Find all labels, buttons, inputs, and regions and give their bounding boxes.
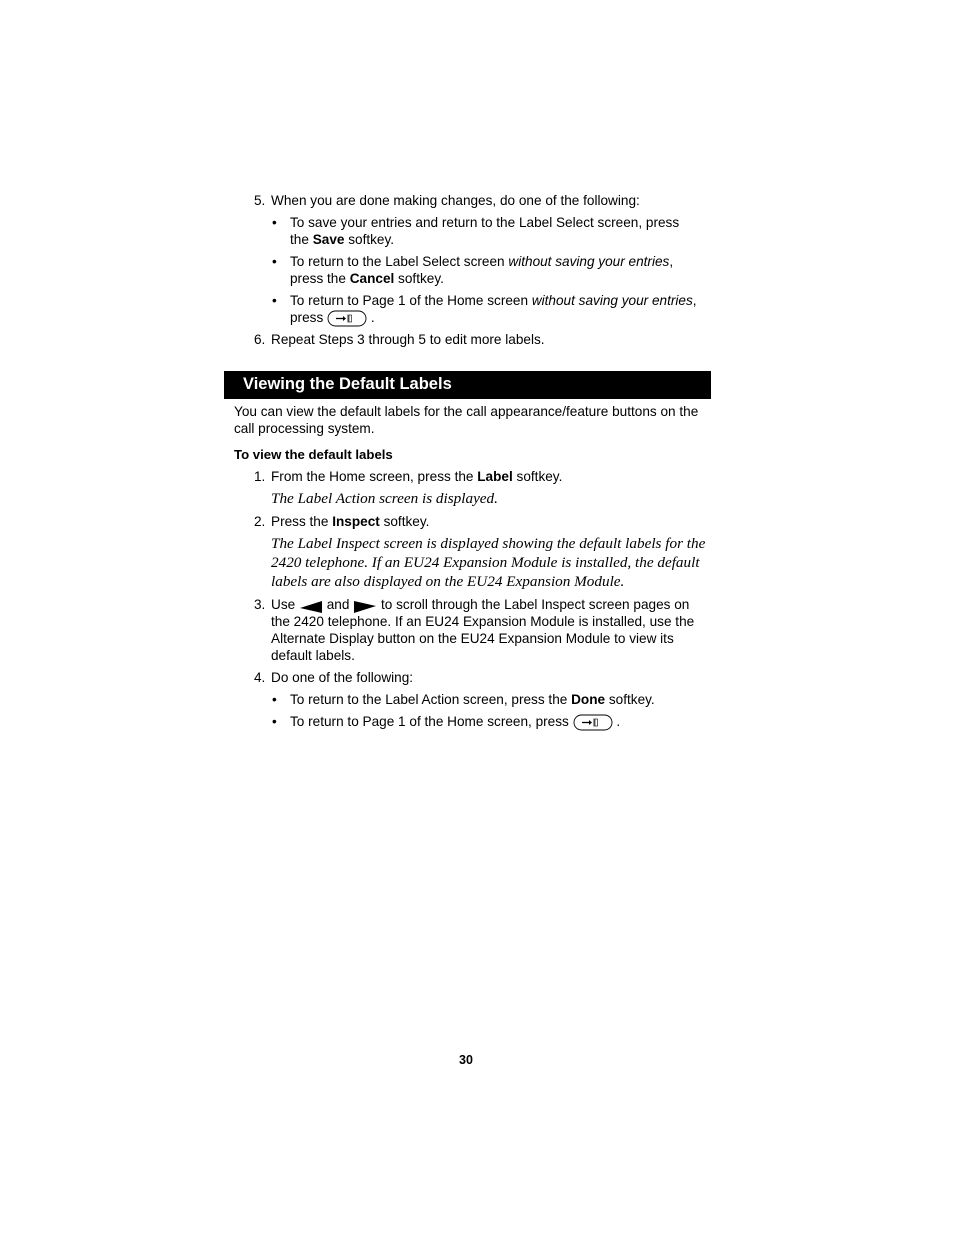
bullet-text: To return to the Label Action screen, press the Done softkey.: [290, 692, 655, 707]
step-number: 3.: [254, 597, 266, 612]
step-text: Repeat Steps 3 through 5 to edit more labels.: [271, 332, 545, 347]
softkey-name: Inspect: [332, 514, 380, 529]
left-arrow-icon: [299, 600, 323, 613]
bullet: •: [272, 692, 277, 707]
right-arrow-icon: [353, 600, 377, 613]
softkey-name: Save: [312, 232, 345, 247]
bullet: •: [272, 254, 277, 269]
bullet: •: [272, 215, 277, 230]
bullet-text: To return to the Label Select screen without saving your entries,: [290, 254, 674, 269]
bullet-text: the Save softkey.: [290, 232, 395, 247]
bullet: •: [272, 293, 277, 308]
step-result: The Label Inspect screen is displayed showing the default labels for the: [271, 535, 706, 552]
bullet-text: To save your entries and return to the Label Select screen, press: [290, 215, 680, 230]
bullet-text: press the Cancel softkey.: [290, 271, 444, 286]
step-number: 4.: [254, 670, 266, 685]
intro-text: call processing system.: [234, 421, 375, 436]
step-text: default labels.: [271, 648, 355, 663]
bullet-text: To return to Page 1 of the Home screen without saving your entries,: [290, 293, 697, 308]
section-title: Viewing the Default Labels: [243, 375, 452, 393]
step-number: 6.: [254, 332, 266, 347]
step-text: Do one of the following:: [271, 670, 414, 685]
step-number: 5.: [254, 193, 266, 208]
step-text: Press the Inspect softkey.: [271, 514, 430, 529]
page-number: 30: [459, 1053, 473, 1067]
bullet-text: To return to Page 1 of the Home screen, press .: [290, 714, 621, 729]
section-header-bar: [224, 371, 711, 399]
step-result: labels are also displayed on the EU24 Expansion Module.: [271, 573, 625, 590]
step-text: the 2420 telephone. If an EU24 Expansion Module is installed, use the: [271, 614, 695, 629]
step-number: 2.: [254, 514, 266, 529]
softkey-name: Cancel: [349, 271, 395, 286]
step-text: Use and to scroll through the Label Inspect screen pages on: [271, 597, 690, 612]
step-result: 2420 telephone. If an EU24 Expansion Module is installed, the default: [271, 554, 700, 571]
step-result: The Label Action screen is displayed.: [271, 490, 498, 507]
step-number: 1.: [254, 469, 266, 484]
step-text: Alternate Display button on the EU24 Expansion Module to view its: [271, 631, 674, 646]
home-key-icon: [573, 714, 613, 731]
step-text: When you are done making changes, do one of the following:: [271, 193, 640, 208]
step-text: From the Home screen, press the Label softkey.: [271, 469, 563, 484]
softkey-name: Label: [477, 469, 513, 484]
softkey-name: Done: [571, 692, 606, 707]
bullet-text: press .: [290, 310, 375, 325]
intro-text: You can view the default labels for the call appearance/feature buttons on the: [234, 404, 699, 419]
bullet: •: [272, 714, 277, 729]
home-key-icon: [327, 310, 367, 327]
procedure-heading: To view the default labels: [234, 447, 393, 462]
